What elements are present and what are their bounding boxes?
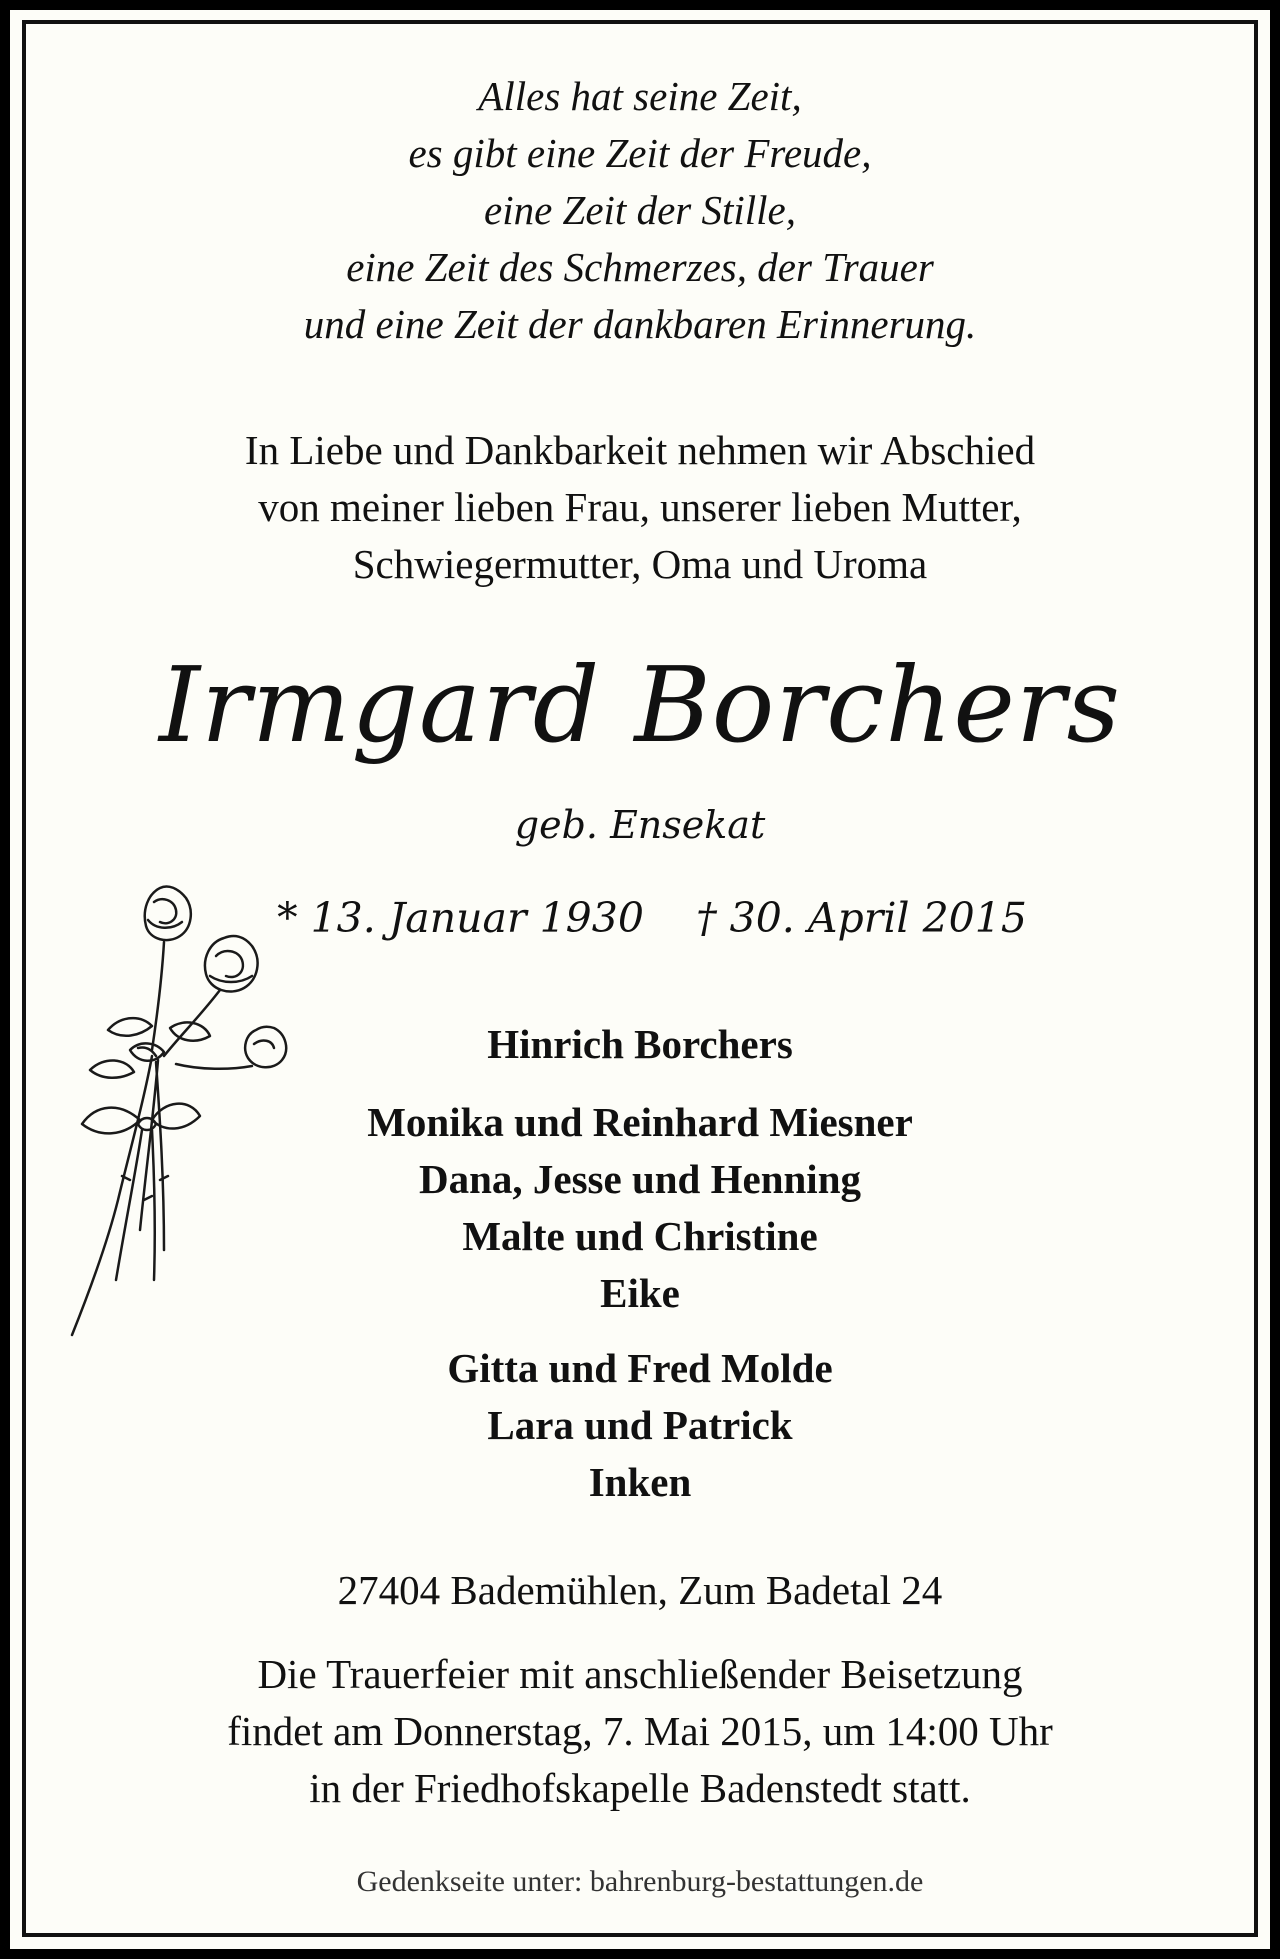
family-group-2 bbox=[10, 1094, 1270, 1322]
service-line: in der Friedhofskapelle Badenstedt statt. bbox=[309, 1765, 971, 1811]
intro-line: Schwiegermutter, Oma und Uroma bbox=[352, 541, 928, 587]
service-line: Die Trauerfeier mit anschließender Beisetzung bbox=[257, 1651, 1023, 1697]
poem-line: eine Zeit der Stille, bbox=[484, 187, 796, 233]
mourner-name: Monika und Reinhard Miesner bbox=[367, 1099, 913, 1145]
poem-line: Alles hat seine Zeit, bbox=[478, 73, 802, 119]
life-dates bbox=[232, 890, 1072, 946]
funeral-service-info bbox=[10, 1646, 1270, 1817]
poem-line: und eine Zeit der dankbaren Erinnerung. bbox=[303, 301, 977, 347]
obituary-notice bbox=[10, 10, 1270, 1949]
poem-line: eine Zeit des Schmerzes, der Trauer bbox=[346, 244, 934, 290]
family-group-1 bbox=[10, 1016, 1270, 1073]
maiden-name: geb. Ensekat bbox=[514, 803, 766, 847]
family-group-3 bbox=[10, 1340, 1270, 1511]
death-date: † 30. April 2015 bbox=[696, 894, 1027, 942]
mourner-name: Gitta und Fred Molde bbox=[447, 1345, 833, 1391]
memorial-page-footer: Gedenkseite unter: bahrenburg-bestattungen.de bbox=[356, 1865, 924, 1898]
intro-line: von meiner lieben Frau, unserer lieben Mutter, bbox=[258, 484, 1022, 530]
service-line: findet am Donnerstag, 7. Mai 2015, um 14:00 Uhr bbox=[227, 1708, 1053, 1754]
mourner-name: Dana, Jesse und Henning bbox=[418, 1156, 861, 1202]
poem-line: es gibt eine Zeit der Freude, bbox=[408, 130, 872, 176]
intro-line: In Liebe und Dankbarkeit nehmen wir Abschied bbox=[244, 427, 1036, 473]
mourner-name: Lara und Patrick bbox=[487, 1402, 793, 1448]
family-address: 27404 Bademühlen, Zum Badetal 24 bbox=[337, 1567, 943, 1613]
mourner-name: Inken bbox=[588, 1459, 692, 1505]
mourner-name: Hinrich Borchers bbox=[487, 1021, 793, 1067]
birth-date: * 13. Januar 1930 bbox=[277, 894, 644, 942]
deceased-name: Irmgard Borchers bbox=[159, 644, 1121, 766]
mourner-name: Malte und Christine bbox=[462, 1213, 818, 1259]
mourner-name: Eike bbox=[600, 1270, 680, 1316]
poem bbox=[10, 68, 1270, 353]
farewell-intro bbox=[10, 422, 1270, 593]
